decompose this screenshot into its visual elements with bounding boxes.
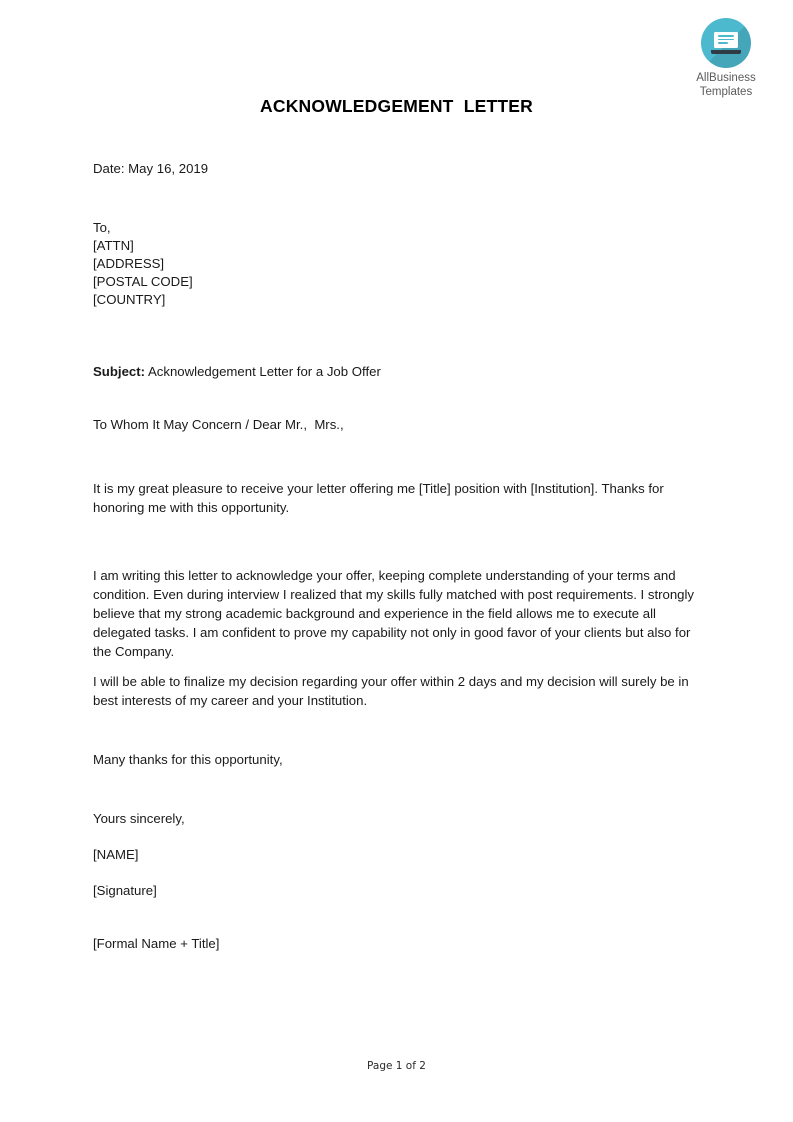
subject-value: Acknowledgement Letter for a Job Offer	[147, 364, 381, 379]
letter-body	[93, 160, 695, 953]
spacer	[93, 769, 695, 810]
recipient-country: [COUNTRY]	[93, 292, 166, 307]
brand-name	[681, 72, 771, 99]
brand-name-line-2: Templates	[699, 85, 753, 98]
recipient-attn: [ATTN]	[93, 238, 134, 253]
spacer	[93, 710, 695, 751]
closing-thanks: Many thanks for this opportunity,	[93, 752, 283, 767]
screen-text-line	[718, 35, 734, 37]
body-paragraph-2: I am writing this letter to acknowledge your offer, keeping complete understanding of your terms and condition. Even during interview I realized that my skills fully matched with post requirements. I strongly believe that my strong academic background and experience in the field allows me to execute all delegated tasks. I am confident to prove my capability not only in good favor of your clients but also for the Company.	[93, 568, 695, 659]
page-title: ACKNOWLEDGEMENT LETTER	[260, 96, 533, 116]
brand-logo	[681, 18, 771, 99]
formal-name-placeholder: [Formal Name + Title]	[93, 936, 220, 951]
spacer	[93, 309, 695, 363]
spacer	[93, 178, 695, 219]
spacer	[93, 661, 695, 672]
spacer	[93, 381, 695, 416]
laptop-icon	[701, 18, 751, 68]
laptop-base	[711, 50, 741, 54]
recipient-address: [ADDRESS]	[93, 256, 165, 271]
spacer	[93, 434, 695, 479]
laptop-glyph	[711, 32, 741, 54]
brand-name-line-1: AllBusiness	[696, 72, 756, 84]
salutation: To Whom It May Concern / Dear Mr., Mrs.,	[93, 417, 344, 432]
spacer	[93, 828, 695, 846]
body-paragraph-1: It is my great pleasure to receive your letter offering me [Title] position with [Institution]. Thanks for honoring me with this opportunity.	[93, 481, 664, 515]
subject-line	[93, 363, 695, 381]
spacer	[93, 517, 695, 566]
spacer	[93, 864, 695, 882]
recipient-postal-code: [POSTAL CODE]	[93, 274, 193, 289]
signature-placeholder: [Signature]	[93, 883, 157, 898]
name-placeholder: [NAME]	[93, 847, 139, 862]
spacer	[93, 900, 695, 935]
screen-text-line	[718, 39, 734, 41]
laptop-screen	[714, 32, 738, 48]
recipient-to: To,	[93, 220, 111, 235]
body-paragraph-3: I will be able to finalize my decision regarding your offer within 2 days and my decision will surely be in best interests of my career and your Institution.	[93, 674, 689, 708]
closing-salutation: Yours sincerely,	[93, 811, 185, 826]
screen-text-line	[718, 42, 728, 44]
page-footer: Page 1 of 2	[367, 1060, 426, 1072]
subject-label: Subject:	[93, 364, 146, 379]
date-line: Date: May 16, 2019	[93, 161, 209, 176]
